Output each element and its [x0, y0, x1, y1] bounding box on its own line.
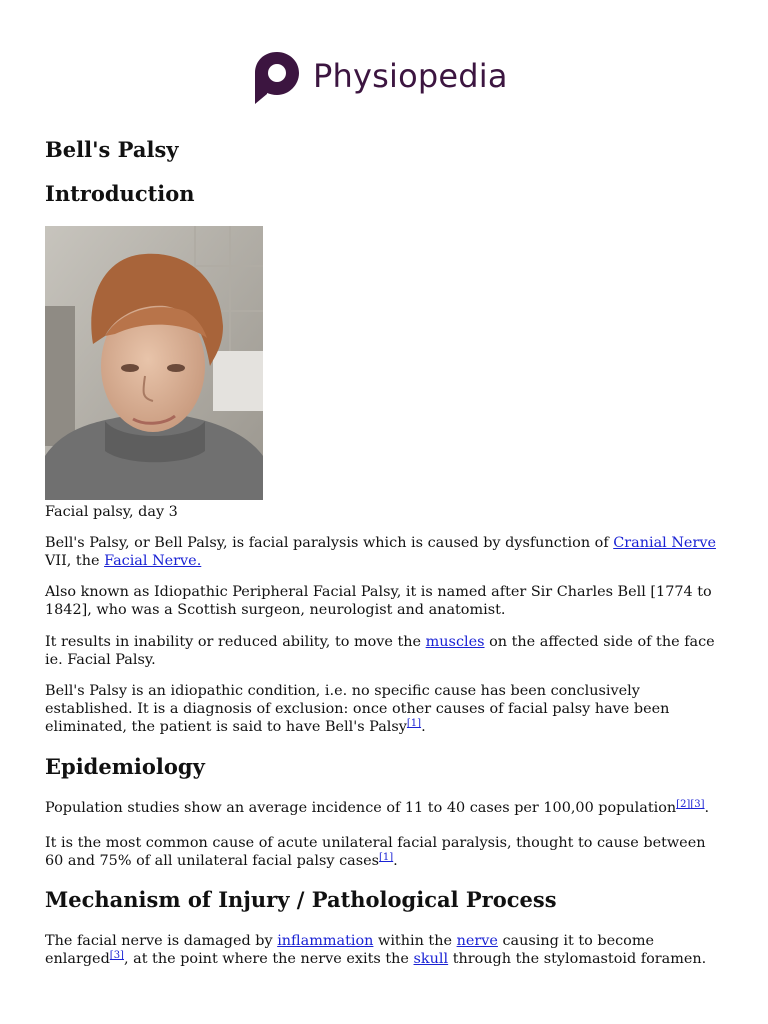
intro-paragraph-4: Bell's Palsy is an idiopathic condition, i.e. no specific cause has been conclusively established. It is a diagnosis of exclusion: once other causes of facial palsy have been eliminated, the patient is said to have Bell's Palsy[1].	[45, 683, 670, 735]
reference-link-3[interactable]: [3]	[690, 799, 705, 810]
section-heading-mechanism: Mechanism of Injury / Pathological Process	[45, 887, 557, 912]
page-title: Bell's Palsy	[45, 137, 179, 162]
portrait-image	[45, 226, 263, 500]
link-facial-nerve[interactable]: Facial Nerve.	[104, 553, 202, 569]
link-muscles[interactable]: muscles	[425, 634, 485, 650]
reference-link-1[interactable]: [1]	[406, 718, 422, 729]
reference-link-2[interactable]: [2]	[676, 799, 691, 810]
physiopedia-logo-icon	[253, 50, 301, 106]
reference-link-3b[interactable]: [3]	[109, 950, 124, 961]
intro-paragraph-3: It results in inability or reduced ability, to move the muscles on the affected side of the face ie. Facial Palsy.	[45, 634, 715, 668]
link-skull[interactable]: skull	[413, 951, 449, 967]
section-heading-introduction: Introduction	[45, 181, 195, 206]
facial-palsy-photo	[45, 226, 263, 500]
link-nerve[interactable]: nerve	[456, 933, 498, 949]
section-heading-epidemiology: Epidemiology	[45, 754, 205, 779]
epidemiology-paragraph-1: Population studies show an average incidence of 11 to 40 cases per 100,00 population[2][3].	[45, 799, 710, 816]
mechanism-paragraph-1: The facial nerve is damaged by inflammation within the nerve causing it to become enlarged[3], at the point where the nerve exits the skull through the stylomastoid foramen.	[45, 933, 707, 967]
intro-paragraph-2: Also known as Idiopathic Peripheral Facial Palsy, it is named after Sir Charles Bell [1774 to 1842], who was a Scottish surgeon, neurologist and anatomist.	[45, 584, 712, 618]
reference-link-1b[interactable]: [1]	[379, 852, 394, 863]
physiopedia-logo[interactable]	[253, 50, 508, 106]
link-inflammation[interactable]: inflammation	[277, 933, 374, 949]
intro-paragraph-1: Bell's Palsy, or Bell Palsy, is facial paralysis which is caused by dysfunction of Cranial Nerve VII, the Facial Nerve.	[45, 535, 716, 569]
epidemiology-paragraph-2: It is the most common cause of acute unilateral facial paralysis, thought to cause between 60 and 75% of all unilateral facial palsy cases[1].	[45, 835, 706, 869]
link-cranial-nerve[interactable]: Cranial Nerve	[613, 535, 716, 551]
image-caption: Facial palsy, day 3	[45, 504, 178, 520]
logo-wordmark: Physiopedia	[313, 57, 508, 95]
